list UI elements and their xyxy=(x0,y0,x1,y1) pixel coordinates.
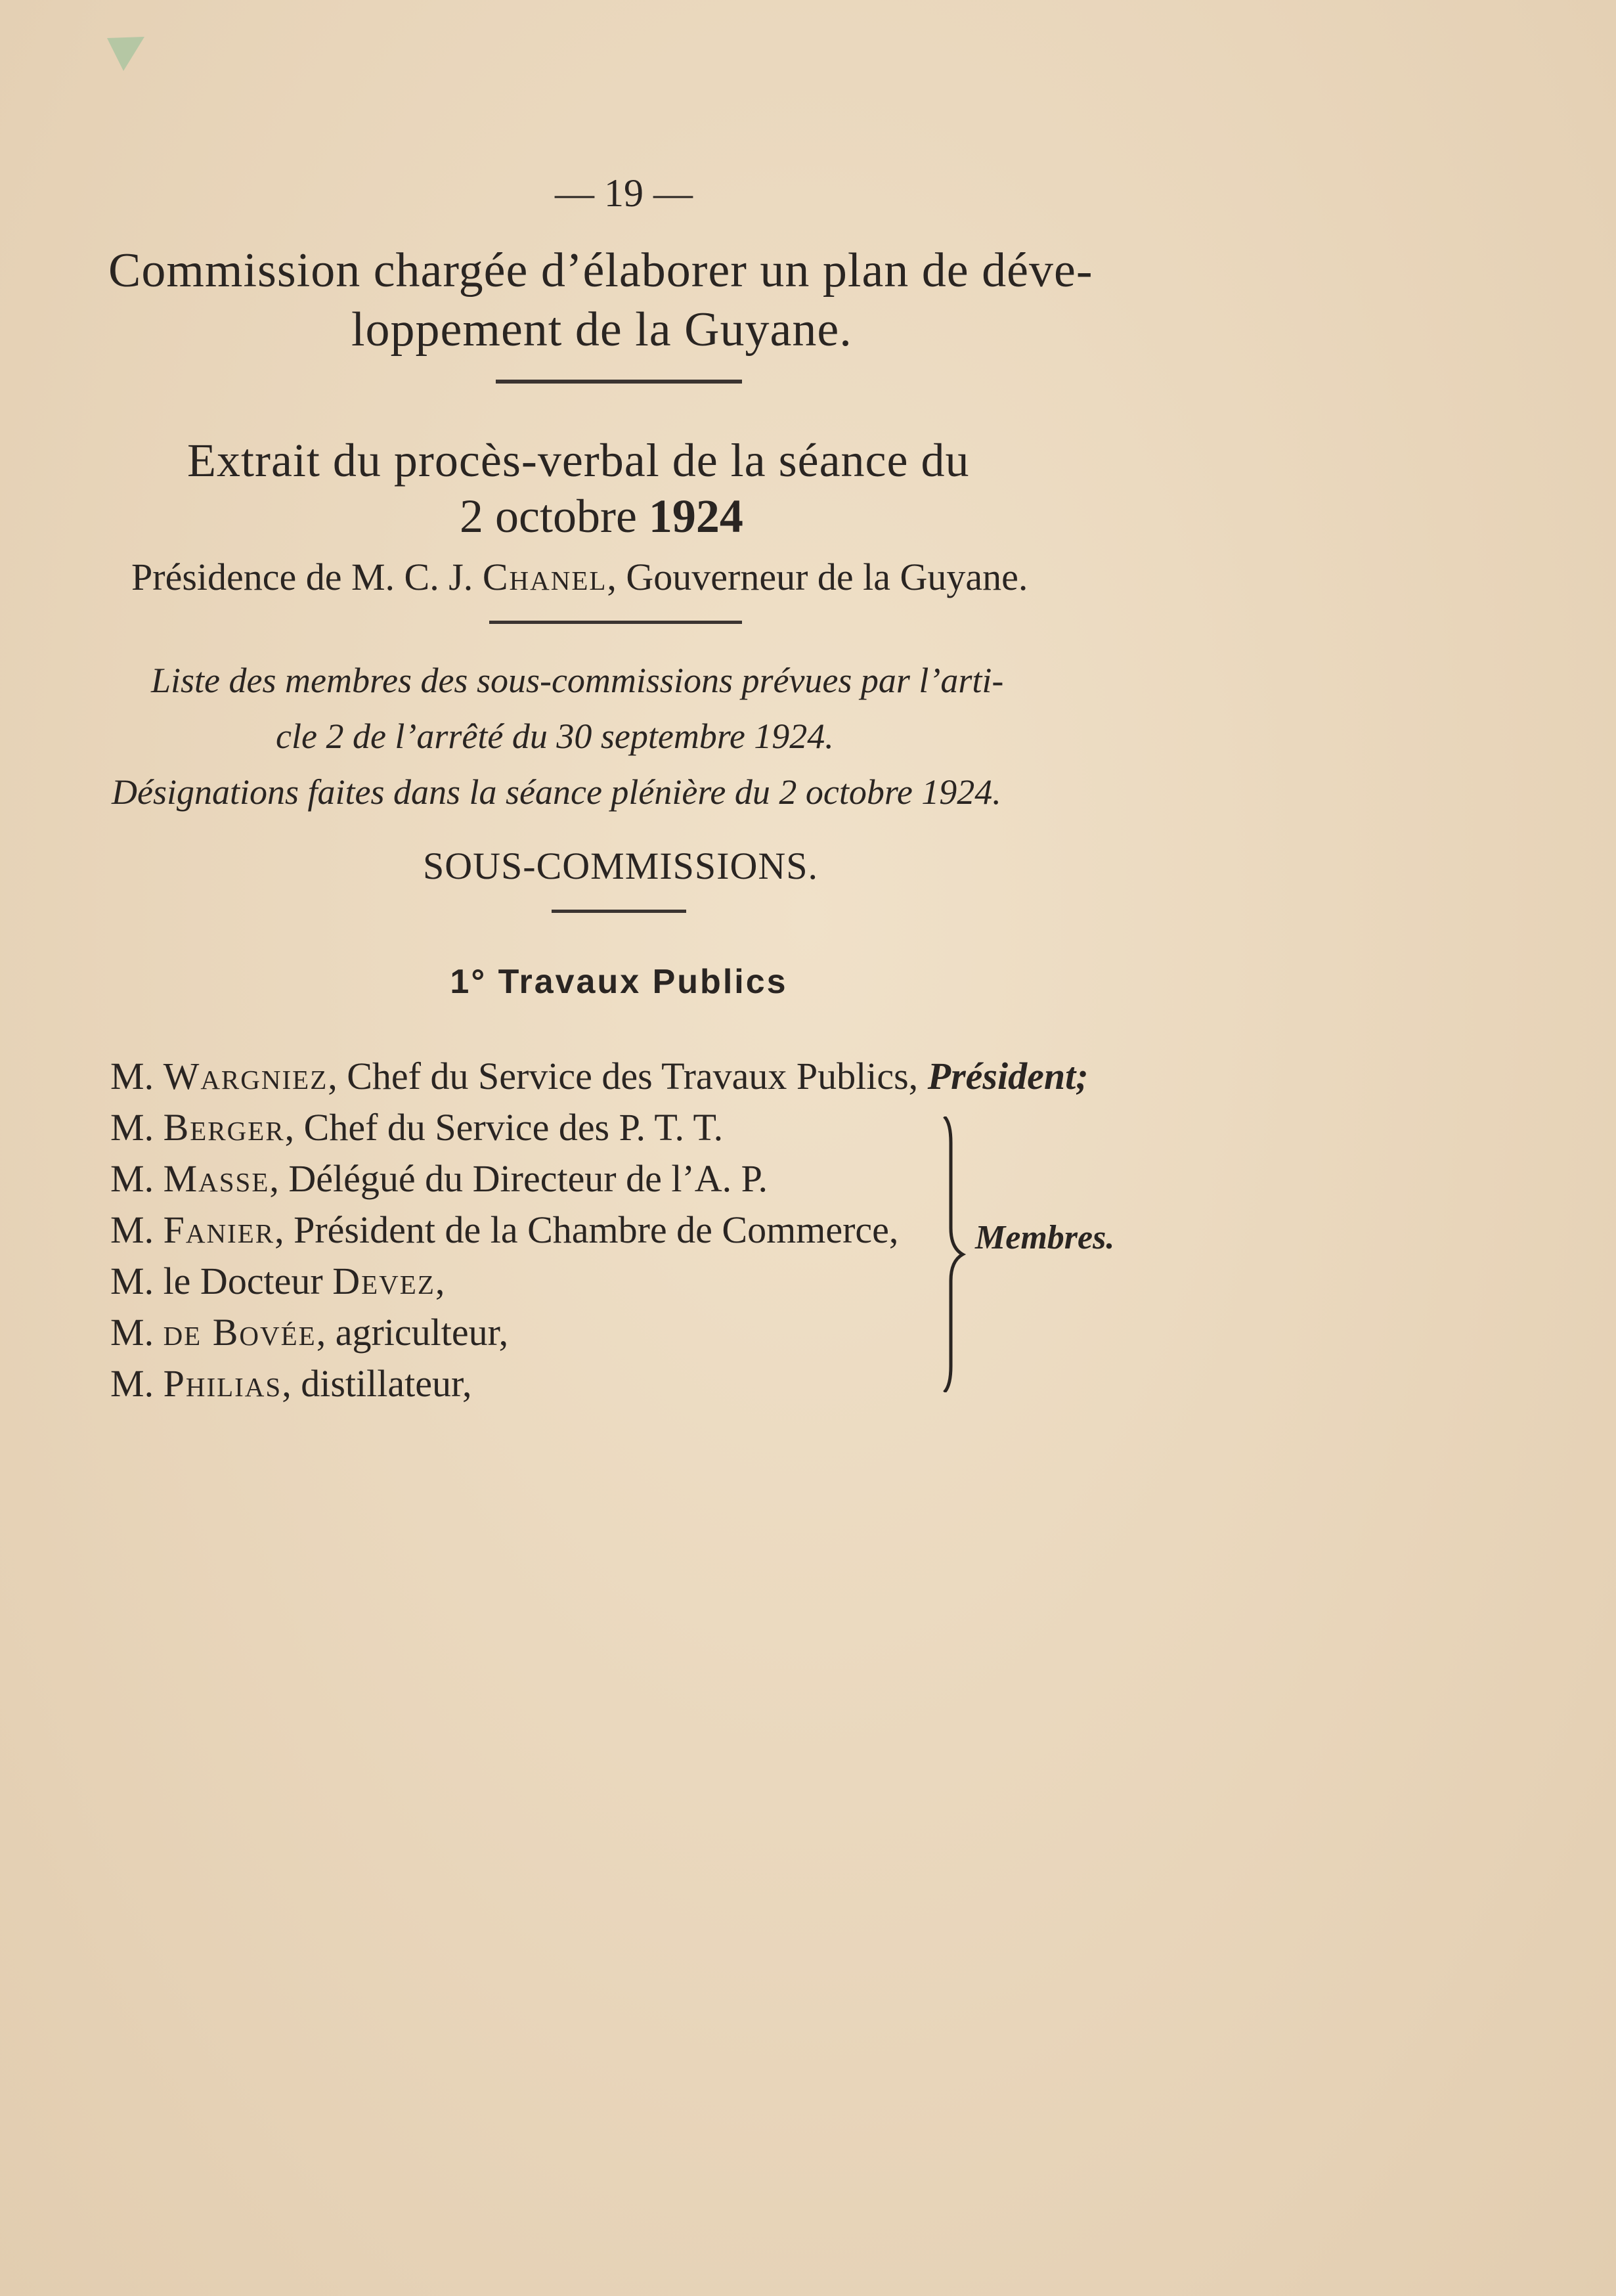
presidence-line xyxy=(131,555,1028,599)
member-name: Fanier xyxy=(163,1208,275,1251)
presidence-prefix: Présidence de M. C. J. xyxy=(131,556,473,598)
member-name: de Bovée xyxy=(163,1311,317,1354)
extract-year: 1924 xyxy=(648,490,743,542)
member-name: Devez xyxy=(332,1260,435,1302)
member-role-president: Président; xyxy=(927,1055,1089,1097)
member-row: M. Berger, Chef du Service des P. T. T. xyxy=(110,1106,724,1149)
member-name: Philias xyxy=(163,1362,282,1405)
member-row: M. Masse, Délégué du Directeur de l’A. P. xyxy=(110,1157,768,1200)
extract-line-2 xyxy=(460,489,743,544)
presidence-name: Chanel xyxy=(482,556,607,598)
corner-mark-icon xyxy=(104,32,150,77)
intro-line-2: cle 2 de l’arrêté du 30 septembre 1924. xyxy=(276,717,834,756)
member-name: Berger xyxy=(163,1106,285,1149)
member-row: M. Fanier, Président de la Chambre de Commerce, xyxy=(110,1208,899,1251)
members-role-label: Membres. xyxy=(975,1219,1115,1256)
divider-2 xyxy=(489,621,742,624)
title-line-2: loppement de la Guyane. xyxy=(351,303,852,357)
member-row: M. Wargniez, Chef du Service des Travaux Publics, Président; xyxy=(110,1055,1089,1097)
divider-1 xyxy=(496,380,742,384)
member-brace-icon xyxy=(931,1116,971,1392)
extract-date: 2 octobre xyxy=(460,490,637,542)
intro-line-1: Liste des membres des sous-commissions prévues par l’arti- xyxy=(151,661,1004,700)
section-title: 1° Travaux Publics xyxy=(450,963,788,1001)
title-line-1: Commission chargée d’élaborer un plan de déve- xyxy=(108,244,1093,298)
intro-line-3: Désignations faites dans la séance plénière du 2 octobre 1924. xyxy=(112,772,1001,812)
member-name: Masse xyxy=(163,1157,270,1200)
member-row: M. le Docteur Devez, xyxy=(110,1260,445,1302)
member-row: M. Philias, distillateur, xyxy=(110,1362,472,1405)
divider-3 xyxy=(552,910,686,913)
subcommissions-heading: SOUS-COMMISSIONS. xyxy=(423,845,818,887)
member-name: Wargniez xyxy=(163,1055,328,1097)
presidence-suffix: , Gouverneur de la Guyane. xyxy=(607,556,1028,598)
extract-line-1: Extrait du procès-verbal de la séance du xyxy=(187,434,970,487)
page-number: — 19 — xyxy=(555,171,693,215)
member-row: M. de Bovée, agriculteur, xyxy=(110,1311,509,1354)
